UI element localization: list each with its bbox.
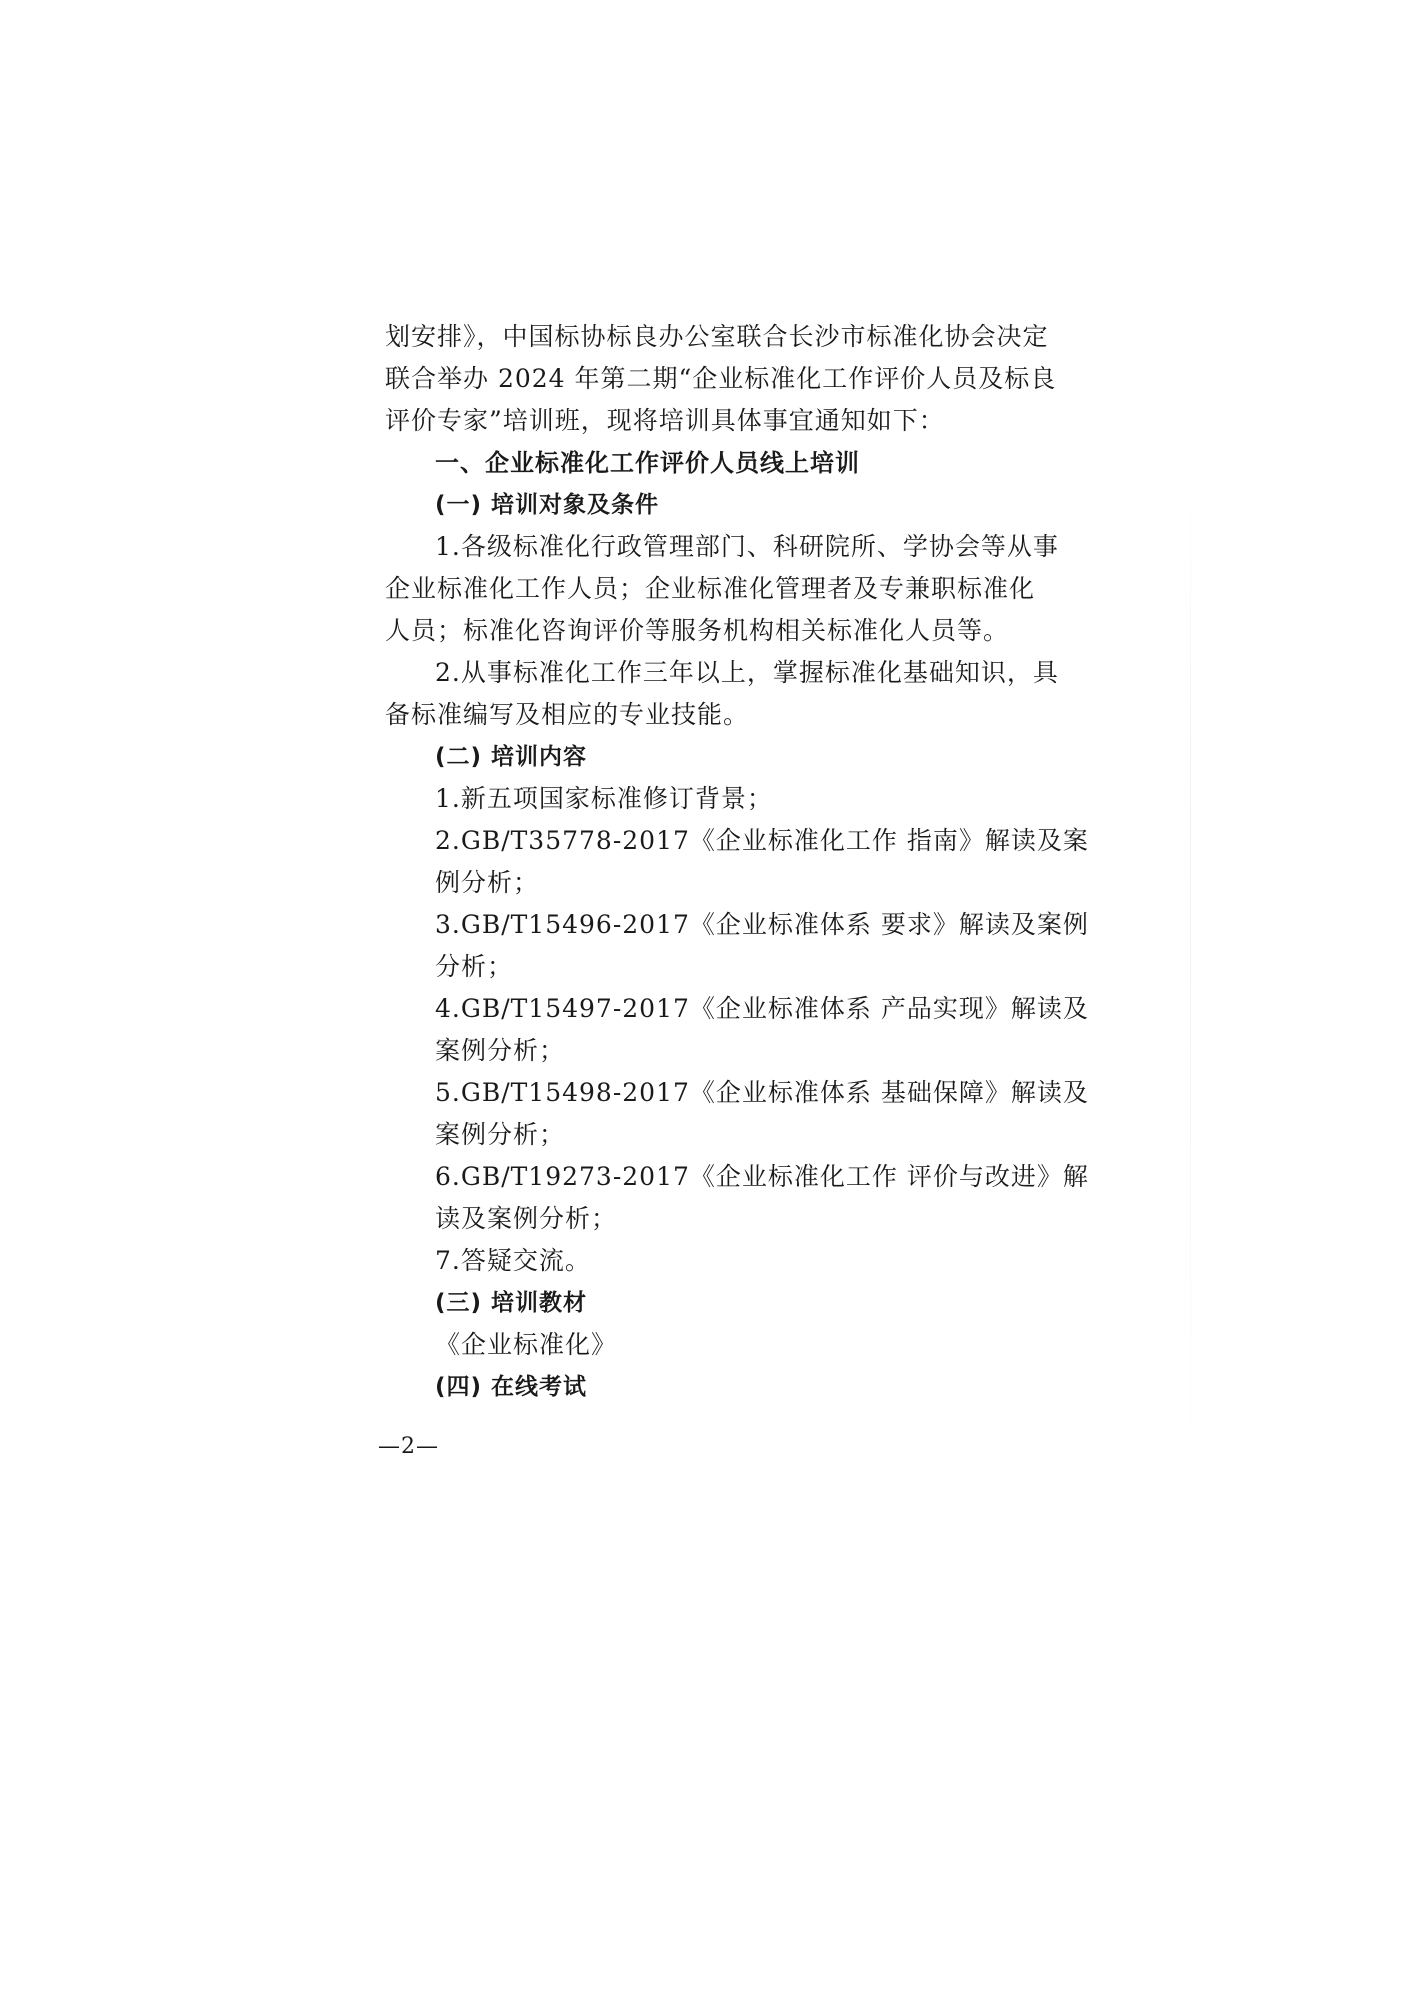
textbook-title: 《企业标准化》 (435, 1330, 618, 1359)
paragraph-line: 人员；标准化咨询评价等服务机构相关标准化人员等。 (385, 616, 1010, 645)
list-item: 1.新五项国家标准修订背景； (435, 784, 773, 813)
subsection-heading: (三) 培训教材 (435, 1290, 588, 1316)
section-heading: 一、企业标准化工作评价人员线上培训 (435, 449, 860, 477)
list-item-continuation: 例分析； (435, 868, 540, 897)
list-item-continuation: 读及案例分析； (435, 1204, 618, 1233)
list-item-continuation: 分析； (435, 952, 514, 981)
list-item: 4.GB/T15497-2017《企业标准体系 产品实现》解读及 (435, 994, 1089, 1023)
scan-edge-shadow (1190, 455, 1191, 1535)
subsection-heading: (一) 培训对象及条件 (435, 492, 660, 518)
list-item: 2.GB/T35778-2017《企业标准化工作 指南》解读及案 (435, 826, 1089, 855)
paragraph-line: 1.各级标准化行政管理部门、科研院所、学协会等从事 (435, 532, 1059, 561)
list-item-continuation: 案例分析； (435, 1036, 566, 1065)
paragraph-line: 企业标准化工作人员；企业标准化管理者及专兼职标准化 (385, 574, 1036, 603)
paragraph-line: 联合举办 2024 年第二期“企业标准化工作评价人员及标良 (385, 364, 1057, 393)
list-item-continuation: 案例分析； (435, 1120, 566, 1149)
paragraph-line: 备标准编写及相应的专业技能。 (385, 700, 750, 729)
paragraph-line: 2.从事标准化工作三年以上，掌握标准化基础知识，具 (435, 658, 1059, 687)
list-item: 5.GB/T15498-2017《企业标准体系 基础保障》解读及 (435, 1078, 1089, 1107)
paragraph-line: 划安排》，中国标协标良办公室联合长沙市标准化协会决定 (385, 322, 1049, 351)
paragraph-line: 评价专家”培训班，现将培训具体事宜通知如下： (385, 406, 945, 435)
list-item: 3.GB/T15496-2017《企业标准体系 要求》解读及案例 (435, 910, 1089, 939)
list-item: 7.答疑交流。 (435, 1246, 591, 1275)
subsection-heading: (四) 在线考试 (435, 1374, 588, 1400)
list-item: 6.GB/T19273-2017《企业标准化工作 评价与改进》解 (435, 1162, 1089, 1191)
page-number: —2— (378, 1434, 439, 1459)
subsection-heading: (二) 培训内容 (435, 744, 588, 770)
